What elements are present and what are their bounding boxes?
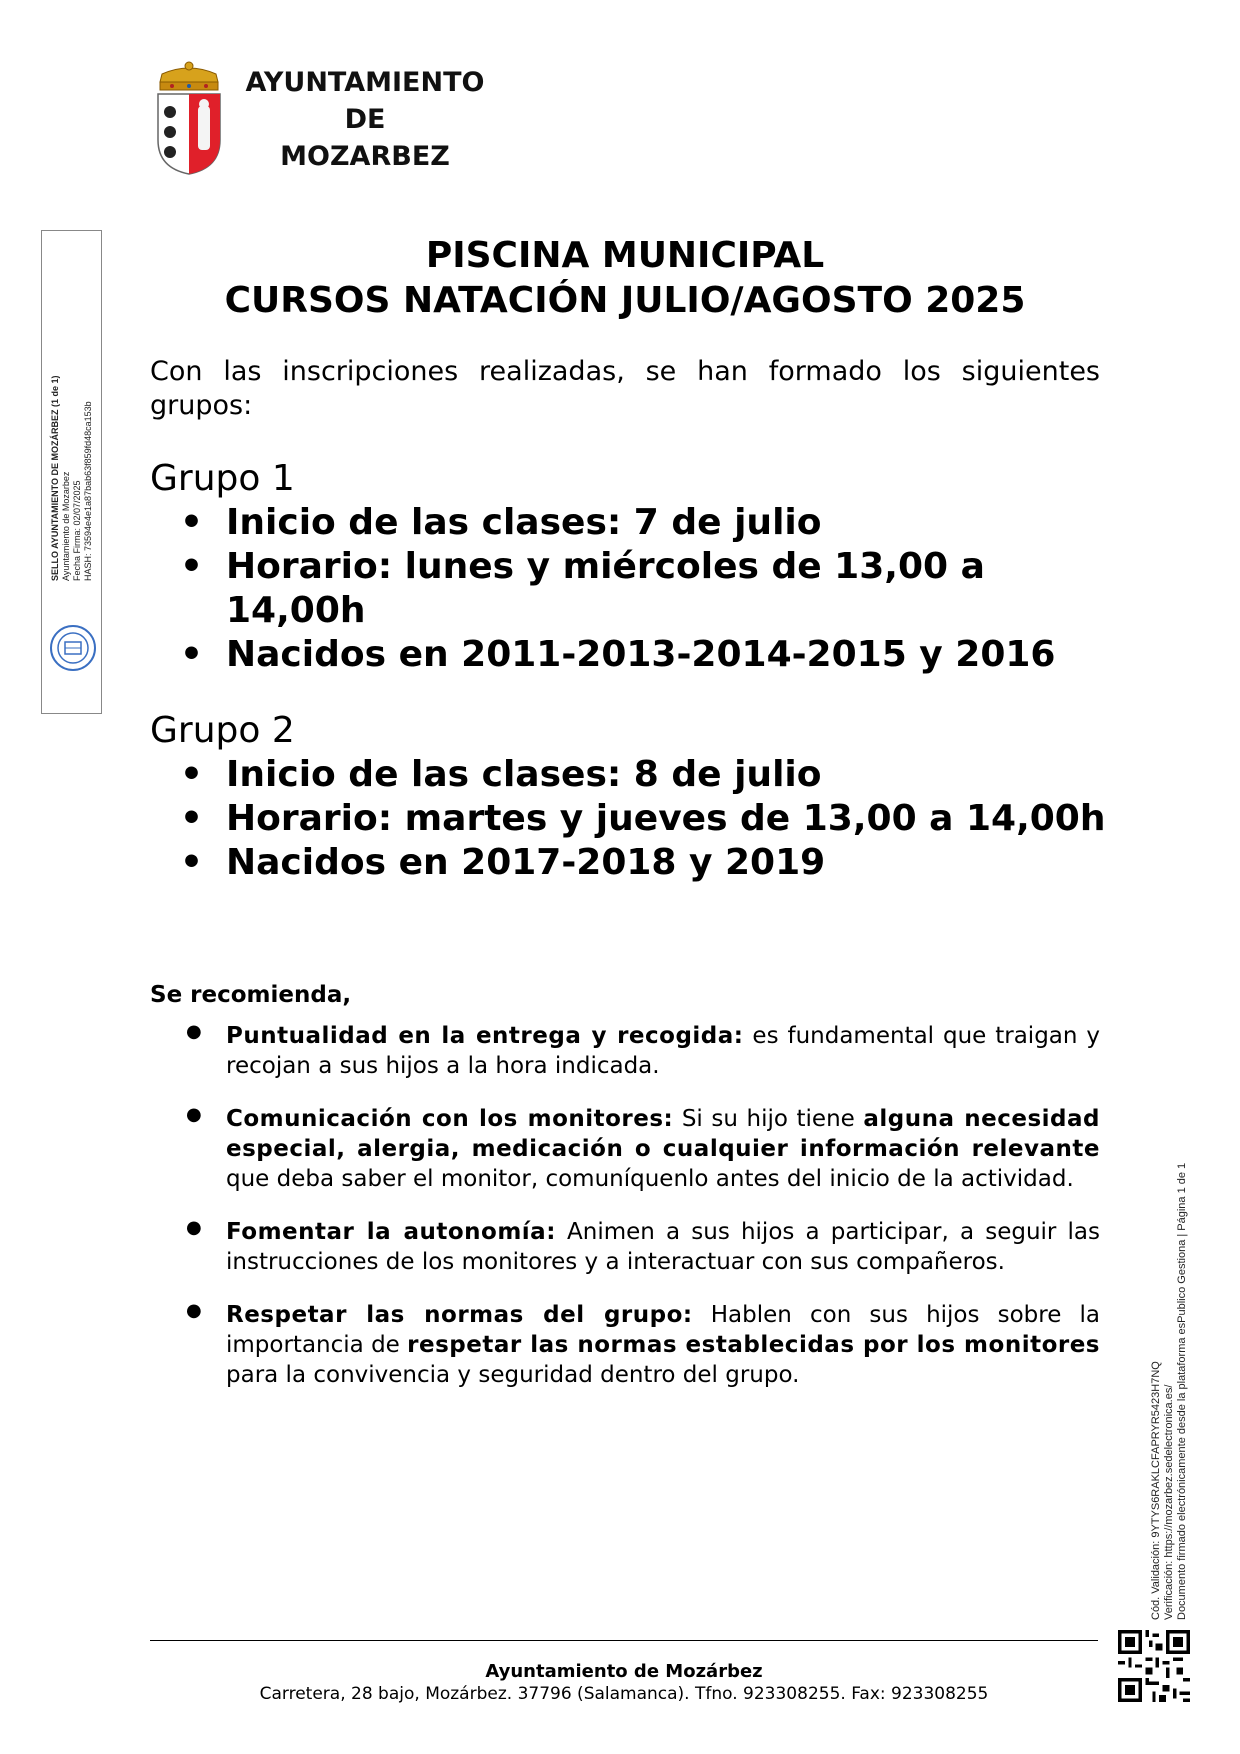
recommendation-item [150,1021,1100,1081]
org-line: AYUNTAMIENTO [245,67,485,98]
intro-paragraph: Con las inscripciones realizadas, se han formado los siguientes grupos: [150,356,1100,421]
stamp-date: Fecha Firma: 02/07/2025 [72,480,82,581]
recommendation-lead: Comunicación con los monitores: [226,1106,674,1132]
recommendation-text: Animen a sus hijos a participar, a seguir las instrucciones de los monitores y a interactuar con sus compañeros. [226,1219,1100,1275]
official-seal-icon [48,623,98,673]
verification-code: Cód. Validación: 9YTYS6RAKLCFAPRYR5423H7NQ [1150,1361,1162,1620]
recommendation-text: para la convivencia y seguridad dentro del grupo. [226,1362,800,1388]
list-item: • Nacidos en 2011-2013-2014-2015 y 2016 [150,633,1110,677]
footer-organization: Ayuntamiento de Mozárbez [485,1661,763,1682]
list-item: • Inicio de las clases: 7 de julio [150,501,1110,545]
recommendation-item [150,1104,1100,1194]
recommendation-item [150,1300,1100,1390]
list-item: • Inicio de las clases: 8 de julio [150,753,1110,797]
list-item: • Horario: martes y jueves de 13,00 a 14,00h [150,797,1110,841]
signature-stamp-box [41,230,102,714]
recommendation-item [150,1217,1100,1277]
recommendation-lead: Puntualidad en la entrega y recogida: [226,1023,744,1049]
list-item: • Nacidos en 2017-2018 y 2019 [150,841,1110,885]
group-2-list [150,753,1110,885]
verification-note: Documento firmado electrónicamente desde la plataforma esPublico Gestiona | Página 1 de 1 [1176,1162,1188,1620]
group-1-heading: Grupo 1 [150,458,295,499]
coat-of-arms-logo [150,60,228,178]
title-line-2: CURSOS NATACIÓN JULIO/AGOSTO 2025 [224,280,1026,321]
recommendation-text: que deba saber el monitor, comuníquenlo antes del inicio de la actividad. [226,1166,1074,1192]
stamp-title: SELLO AYUNTAMIENTO DE MOZÁRBEZ (1 de 1) [50,375,60,581]
footer-address: Carretera, 28 bajo, Mozárbez. 37796 (Salamanca). Tfno. 923308255. Fax: 923308255 [259,1684,989,1704]
qr-code-icon[interactable] [1118,1630,1190,1702]
recommendation-text: Si su hijo tiene [673,1106,864,1132]
footer-divider [150,1640,1098,1641]
page-title [150,233,1100,323]
org-line: MOZARBEZ [280,141,450,172]
stamp-hash: HASH: 73594e4e1a87bab63f859fd48ca153b [83,401,93,581]
recommendation-text: Hablen con sus hijos sobre la importancia de [226,1302,1100,1358]
list-item: • Horario: lunes y miércoles de 13,00 a 14,00h [150,545,1110,633]
recommendations-heading: Se recomienda, [150,982,352,1008]
recommendation-strong: alguna necesidad especial, alergia, medicación o cualquier información relevante [226,1106,1101,1162]
group-1-list [150,501,1110,677]
org-line: DE [344,104,386,135]
recommendation-lead: Fomentar la autonomía: [226,1219,556,1245]
recommendation-lead: Respetar las normas del grupo: [226,1302,693,1328]
stamp-issuer: Ayuntamiento de Mozarbez [61,471,71,581]
title-line-1: PISCINA MUNICIPAL [425,235,825,276]
recommendation-text: es fundamental que traigan y recojan a sus hijos a la hora indicada. [226,1023,1101,1079]
stamp-text [50,341,94,581]
recommendation-strong: respetar las normas establecidas por los monitores [407,1332,1101,1358]
verification-url[interactable]: Verificación: https://mozarbez.sedelectronica.es/ [1163,1384,1175,1620]
recommendations-list [150,1021,1100,1413]
group-2-heading: Grupo 2 [150,710,295,751]
verification-text [1150,1163,1189,1620]
organization-name [240,64,490,175]
